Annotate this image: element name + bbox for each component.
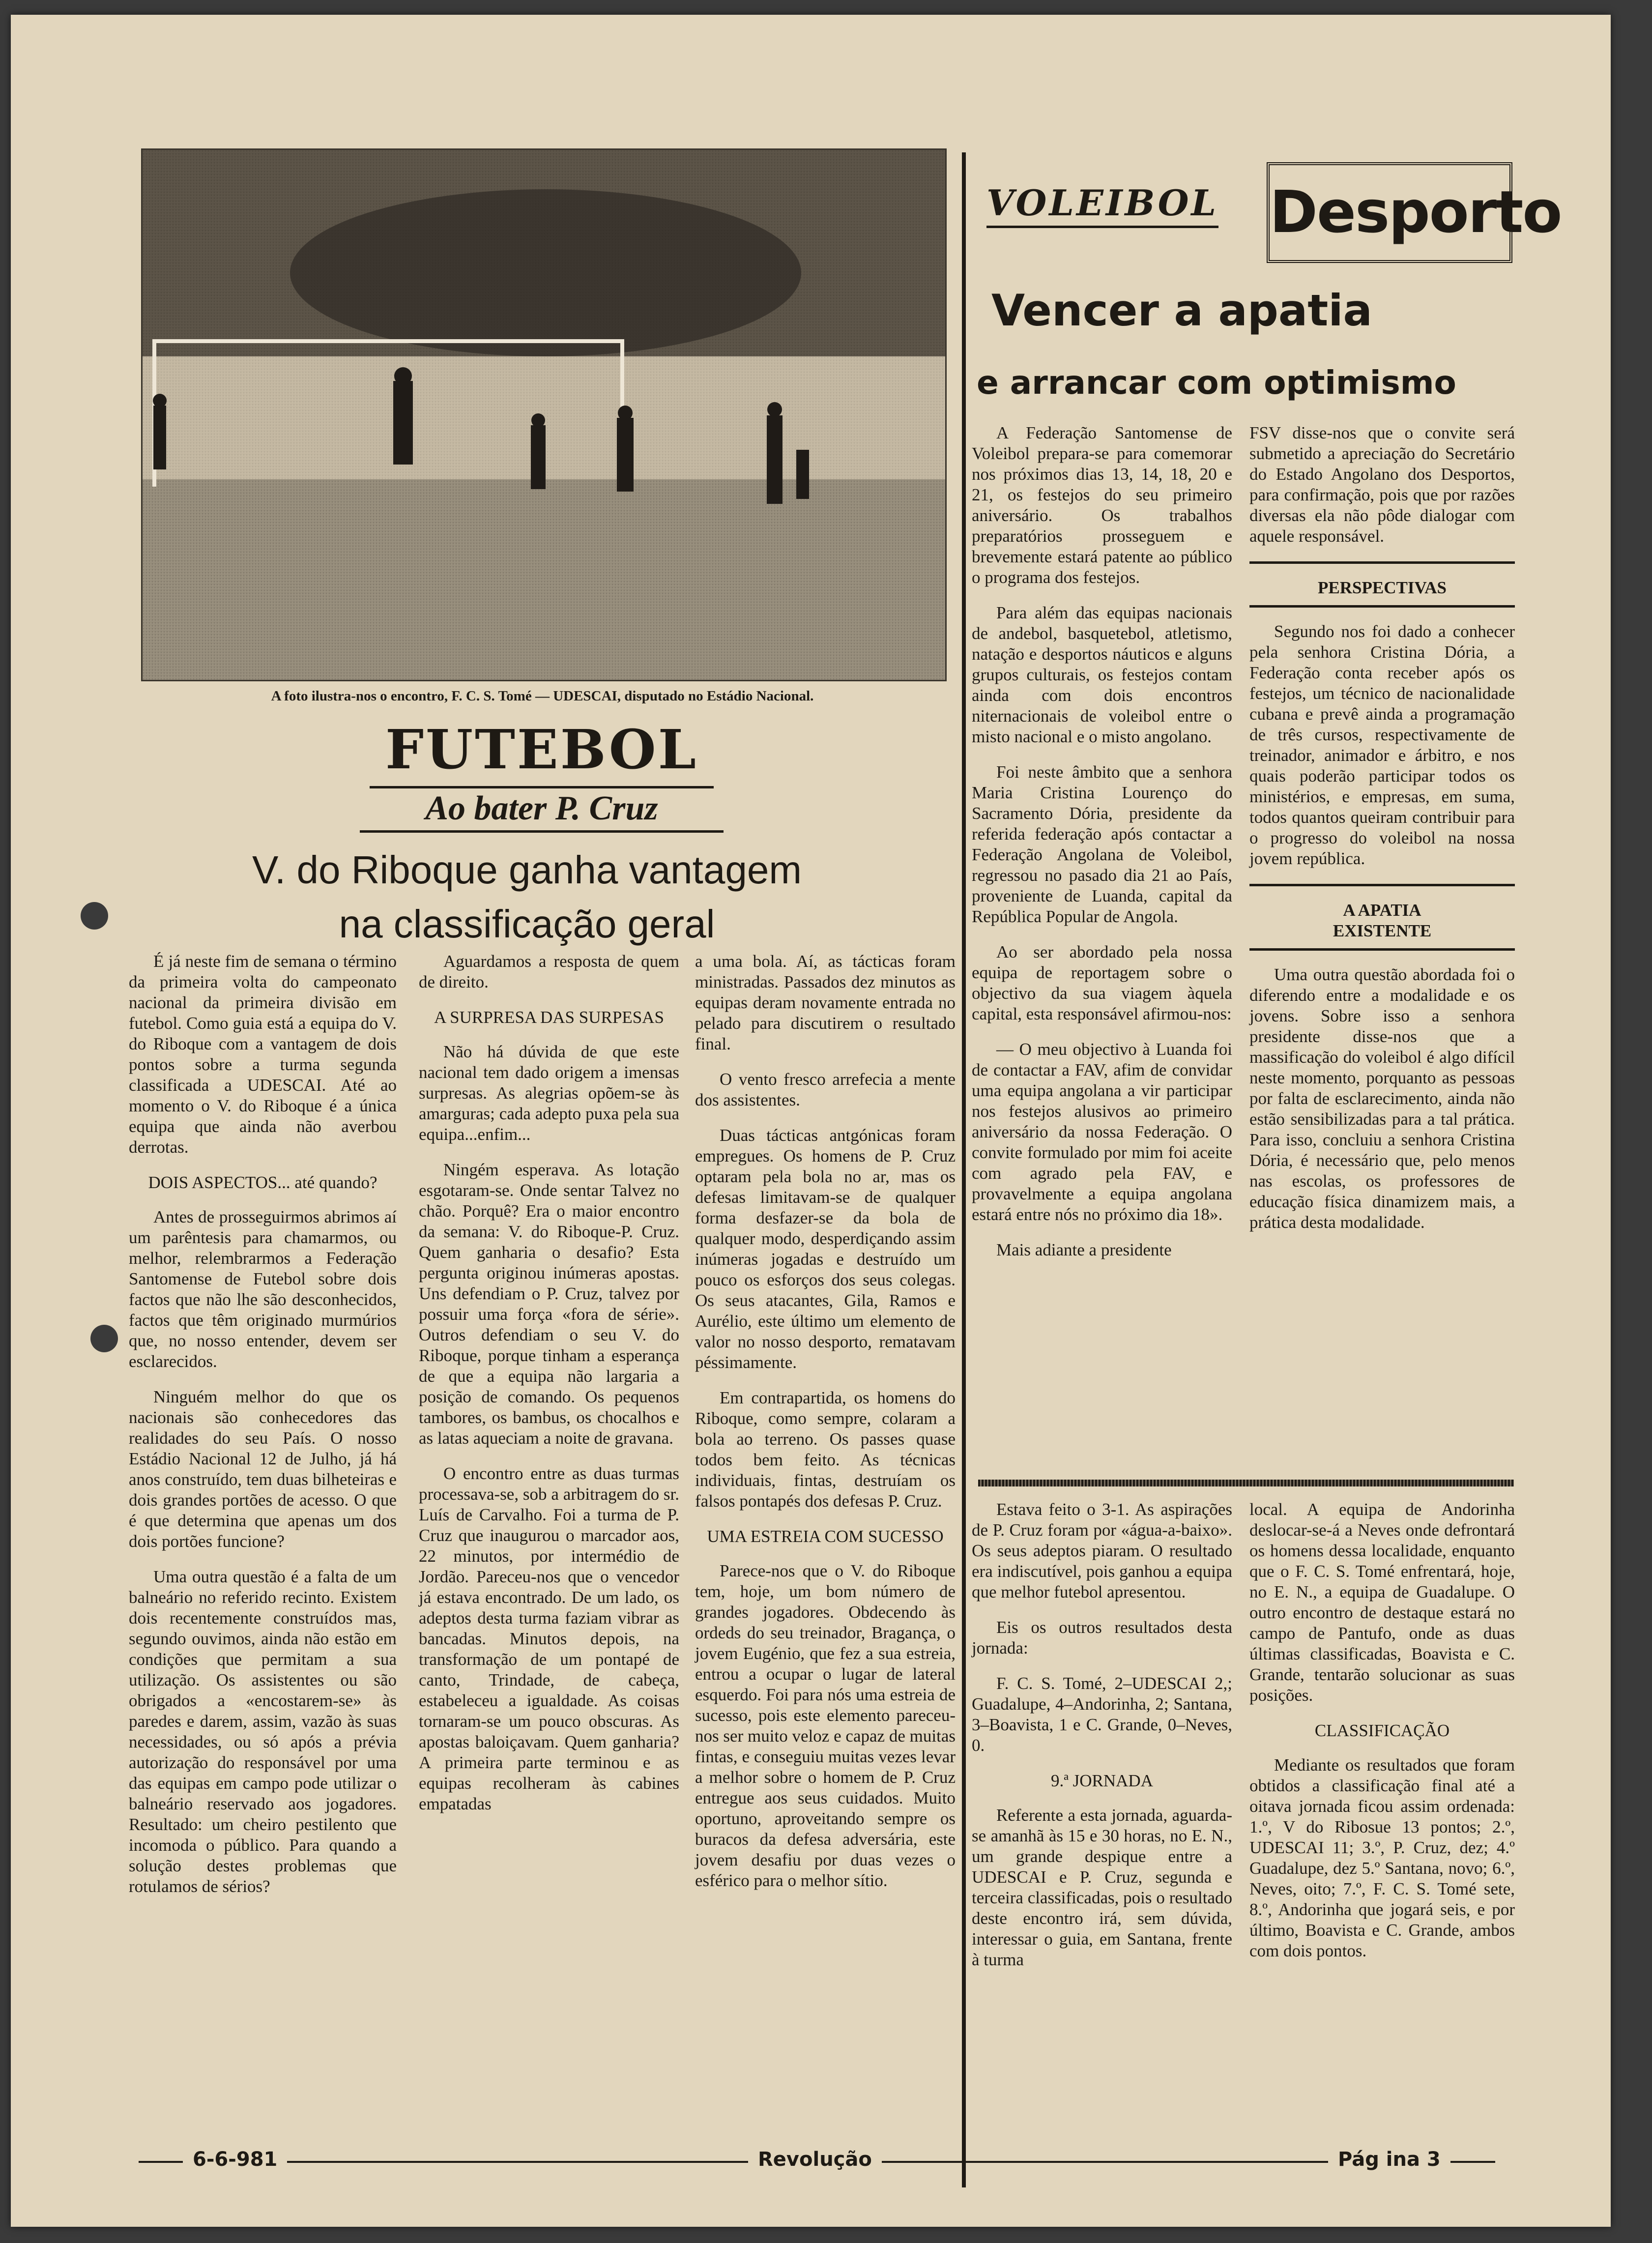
subheading-perspectivas: PERSPECTIVAS: [1318, 578, 1447, 597]
paragraph: Não há dúvida de que este nacional tem dado origem a imensas surpresas. As alegrias opõem-se às amarguras; cada adepto puxa pela sua equipa...enfim...: [419, 1042, 679, 1144]
subheading: A SURPRESA DAS SURPESAS: [434, 1008, 664, 1027]
paragraph: Em contrapartida, os homens do Riboque, como sempre, colaram a bola ao terreno. Os passes quase todos bem feito. As técnicas individuais, fintas, destruíam os falsos pontapés dos defesas P. Cruz.: [695, 1388, 956, 1511]
paragraph: a uma bola. Aí, as tácticas foram ministradas. Passados dez minutos as equipas deram novamente entrada no pelado para discutirem o resultado final.: [695, 952, 956, 1053]
futebol-headline-line2: na classificação geral: [339, 902, 715, 946]
paragraph: Ninguém melhor do que os nacionais são conhecedores das realidades do seu País. O nosso Estádio Nacional 12 de Julho, já há anos construído, tem duas bilheteiras e dois grandes portões de acesso. O que é que determina que apenas um dos dois portões funcione?: [129, 1387, 397, 1551]
futebol-kicker-text: FUTEBOL: [385, 718, 698, 781]
subheading: 9.ª JORNADA: [1050, 1771, 1153, 1790]
paragraph: Antes de prosseguirmos abrimos aí um parêntesis para chamarmos, ou melhor, relembrarmos a Federação Santomense de Futebol sobre dois factos que não lhe são desconhecidos, factos que têm originado murmúrios que, no nosso entender, devem ser esclarecidos.: [129, 1207, 397, 1371]
voleibol-headline: Vencer a apatia: [991, 285, 1372, 336]
paragraph: Ningém esperava. As lotação esgotaram-se. Onde sentar Talvez no chão. Porquê? Era o maior encontro da semana: V. do Riboque-P. Cruz. Quem ganharia o desafio? Esta pergunta originou inúmeras apostas. Uns defendiam o P. Cruz, talvez por possuir uma força «fora de série». Outros defendiam o seu V. do Riboque, porque tinham a esperança de que a equipa não largaria a posição de comando. Os pequenos tambores, os bambus, os chocalhos e as latas aqueciam a noite de gravana.: [419, 1160, 679, 1448]
futebol-column-4: [972, 1499, 1232, 1985]
newspaper-page: [11, 15, 1611, 2227]
futebol-column-3: [695, 951, 956, 1906]
column-divider: [962, 152, 966, 2187]
paragraph: — O meu objectivo à Luanda foi de contactar a FAV, afim de convidar uma equipa angolana a vir participar nos festejos alusivos ao primeiro aniversário da nossa Federação. O convite formulado por mim foi aceite com agrado pela FAV, e provavelmente a equipa angolana estará entre nós no próximo dia 18».: [972, 1040, 1232, 1224]
futebol-kicker-rule: [370, 786, 714, 788]
subheading-apatia: A APATIA EXISTENTE: [1333, 901, 1432, 940]
paragraph: Uma outra questão abordada foi o diferendo entre a modalidade e os jovens. Sobre isso a senhora presidente disse-nos que a massificação do voleibol é algo difícil neste momento, porquanto as pessoas por falta de esclarecimento, ainda não estão sensibilizadas para a tal prática. Para isso, concluiu a senhora Cristina Dória, é necessário que, pelo menos nas escolas, os professores de educação física dinamizem mais, a prática desta modalidade.: [1249, 965, 1515, 1232]
footer-page-number: Pág ina 3: [1328, 2148, 1450, 2171]
paragraph: FSV disse-nos que o convite será submetido a apreciação do Secretário do Estado Angolano dos Desportos, para confirmação, pois que por razões diversas ela não pôde dialogar com aquele responsável.: [1249, 423, 1515, 546]
futebol-column-1: [129, 951, 397, 1912]
paragraph: Foi neste âmbito que a senhora Maria Cristina Lourenço do Sacramento Dória, presidente da referida federação após contactar a Federação Angolana de Voleibol, regressou no pasado dia 21 ao País, proveniente de Luanda, capital da República Popular de Angola.: [972, 762, 1232, 926]
divider: [1249, 884, 1515, 886]
paragraph: Estava feito o 3-1. As aspirações de P. Cruz foram por «água-a-baixo». Os seus adeptos piaram. O resultado era indiscutível, pois ganhou a equipa que melhor futebol apresentou.: [972, 1500, 1232, 1602]
subheading: UMA ESTREIA COM SUCESSO: [707, 1527, 944, 1546]
futebol-column-5: [1249, 1499, 1515, 1976]
subheading: DOIS ASPECTOS... até quando?: [148, 1173, 377, 1192]
paragraph: Parece-nos que o V. do Riboque tem, hoje, um bom número de grandes jogadores. Obdecendo às ordeds do seu treinador, Bragança, o jovem Eugénio, que fez a sua estreia, entrou a ocupar o lugar de lateral esquerdo. Foi para nós uma estreia de sucesso, pois este elemento pareceu-nos ser muito veloz e capaz de muitas fintas, e conseguiu muitas vezes levar a melhor sobre o homem de P. Cruz entregue aos seus cuidados. Muito oportuno, aproveitando sempre os buracos da defesa adversária, este jovem desafiu por duas vezes o esférico para o melhor sítio.: [695, 1561, 956, 1890]
paragraph: Mediante os resultados que foram obtidos a classificação final até a oitava jornada ficou assim ordenada: 1.º, V do Ribosue 13 pontos; 2.º, UDESCAI 11; 3.º, P. Cruz, dez; 4.º Guadalupe, dez 5.º Santana, novo; 6.º, Neves, oito; 7.º, F. C. S. Tomé sete, 8.º, Andorinha que jogará seis, e por último, Boavista e C. Grande, ambos com dois pontos.: [1249, 1755, 1515, 1960]
section-title-desporto: Desporto: [1267, 162, 1512, 263]
paragraph: local. A equipa de Andorinha deslocar-se-á a Neves onde defrontará os homens dessa localidade, enquanto que o F. C. S. Tomé enfrentará, hoje, no E. N., a equipa de Guadalupe. O outro encontro de destaque estará no campo de Pantufo, onde as duas últimas classificadas, Boavista e C. Grande, tentarão solucionar as suas posições.: [1249, 1500, 1515, 1705]
paragraph: Referente a esta jornada, aguarda-se amanhã às 15 e 30 horas, no E. N., um grande despique entre a UDESCAI e P. Cruz, segunda e terceira classificadas, pois o resultado deste encontro irá, sem dúvida, interessar o guia, em Santana, frente à turma: [972, 1806, 1232, 1969]
futebol-column-2: [419, 951, 679, 1829]
paragraph: Mais adiante a presidente: [996, 1240, 1172, 1259]
futebol-kicker: [316, 718, 768, 788]
divider: [1249, 948, 1515, 951]
football-match-photo: [141, 148, 947, 681]
divider: [1249, 605, 1515, 608]
paragraph: Duas tácticas antgónicas foram empregues. Os homens de P. Cruz optaram pela bola no ar, mas os defesas limitavam-se de qualquer forma desfazer-se da bola de qualquer modo, desperdiçando assim inúmeras jogadas e destruído um pouco os esforços dos seus colegas. Os seus atacantes, Gila, Ramos e Aurélio, este último um elemento de valor no nosso desporto, rematavam péssimamente.: [695, 1126, 956, 1372]
voleibol-column-2: [1249, 423, 1515, 1248]
section-separator: [978, 1480, 1514, 1486]
punch-hole-top: [81, 902, 108, 930]
voleibol-kicker: VOLEIBOL: [986, 182, 1218, 228]
paragraph: A Federação Santomense de Voleibol prepara-se para comemorar nos próximos dias 13, 14, 18, 20 e 21, os festejos do seu primeiro aniversário. Os trabalhos preparatórios prosseguem e brevemente estará patente ao público o programa dos festejos.: [972, 423, 1232, 587]
futebol-subkicker: [316, 789, 768, 833]
photo-caption: A foto ilustra-nos o encontro, F. C. S. Tomé — UDESCAI, disputado no Estádio Nacional.: [271, 688, 814, 704]
paragraph: Ao ser abordado pela nossa equipa de reportagem sobre o objectivo da sua viagem àquela capital, esta responsável afirmou-nos:: [972, 942, 1232, 1023]
futebol-headline: [109, 843, 945, 951]
paragraph: Eis os outros resultados desta jornada:: [972, 1618, 1232, 1658]
divider: [1249, 561, 1515, 564]
paragraph: É já neste fim de semana o término da primeira volta do campeonato nacional da primeira divisão em futebol. Como guia está a equipa do V. do Riboque com a vantagem de dois pontos sobre a turma segunda classificada a UDESCAI. Até ao momento o V. do Riboque é a única equipa que ainda não averbou derrotas.: [129, 952, 397, 1157]
footer-date: 6-6-981: [183, 2148, 287, 2171]
futebol-headline-line1: V. do Riboque ganha vantagem: [252, 848, 802, 892]
paragraph: Segundo nos foi dado a conhecer pela senhora Cristina Dória, a Federação conta receber após os festejos, um técnico de nacionalidade cubana e prevê ainda a programação de três cursos, respectivamente de treinador, animador e árbitro, e nos quais poderão participar todos os ministérios, e empresas, em suma, todos quantos queiram contribuir para o progresso do voleibol na nossa jovem república.: [1249, 622, 1515, 868]
page-footer: [139, 2148, 1495, 2178]
futebol-subkicker-text: Ao bater P. Cruz: [425, 789, 658, 827]
punch-hole-bottom: [90, 1325, 118, 1352]
voleibol-subheadline: e arrancar com optimismo: [977, 364, 1456, 402]
futebol-subkicker-rule: [360, 830, 724, 833]
paragraph: Para além das equipas nacionais de andebol, basquetebol, atletismo, natação e desportos náuticos e alguns grupos culturais, os festejos contam ainda com dois encontros niternacionais de voleibol entre o misto nacional e o misto angolano.: [972, 603, 1232, 746]
paragraph: Uma outra questão é a falta de um balneário no referido recinto. Existem dois recentemente construídos mas, segundo ouvimos, ainda não estão em condições que permitam a sua utilização. Os assistentes ou são obrigados a «encostarem-se» às paredes e darem, assim, vazão às suas necessidades, ou só após a prévia autorização do responsável por uma das equipas em campo pode utilizar o balneário reservado aos jogadores. Resultado: um cheiro pestilento que incomoda o público. Para quando a solução destes problemas que rotulamos de sérios?: [129, 1567, 397, 1896]
footer-paper-name: Revolução: [748, 2148, 882, 2171]
paragraph: Aguardamos a resposta de quem de direito.: [419, 952, 679, 991]
paragraph: O encontro entre as duas turmas processava-se, sob a arbitragem do sr. Luís de Carvalho. Foi a turma de P. Cruz que inaugurou o marcador aos, 22 minutos, por intermédio de Jordão. Pareceu-nos que o vencedor já estava encontrado. De um lado, os adeptos desta turma faziam vibrar as bancadas. Minutos depois, na transformação de um pontapé de canto, Trindade, de cabeça, estabeleceu a igualdade. As coisas tornaram-se um pouco obscuras. As apostas baloiçavam. Quem ganharia? A primeira parte terminou e as equipas recolheram às cabines empatadas: [419, 1464, 679, 1813]
paragraph: F. C. S. Tomé, 2–UDESCAI 2,; Guadalupe, 4–Andorinha, 2; Santana, 3–Boavista, 1 e C. Grande, 0–Neves, 0.: [972, 1674, 1232, 1755]
voleibol-column-1: [972, 423, 1232, 1275]
subheading: CLASSIFICAÇÃO: [1314, 1721, 1450, 1740]
paragraph: O vento fresco arrefecia a mente dos assistentes.: [695, 1070, 956, 1109]
